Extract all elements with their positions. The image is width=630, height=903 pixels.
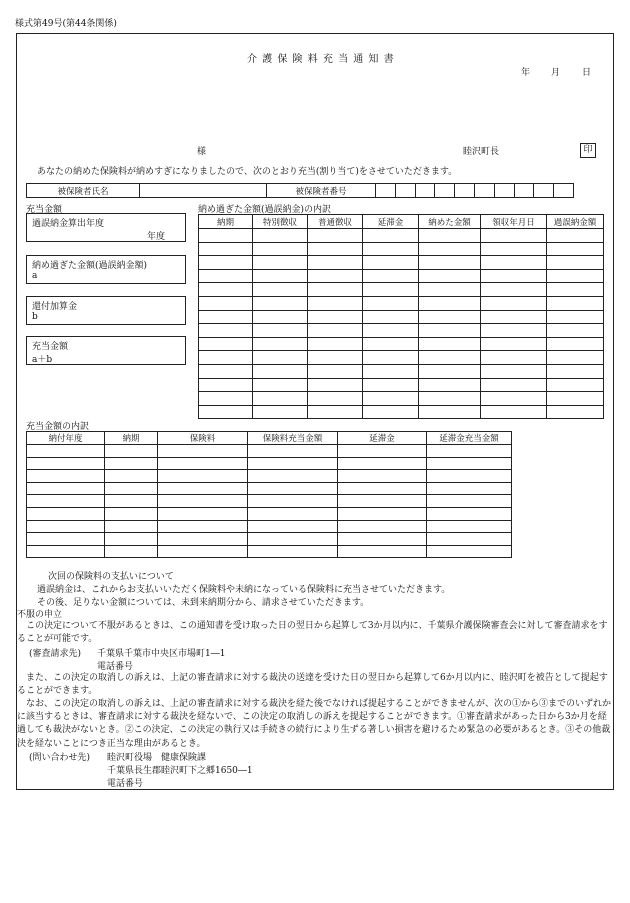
table-cell[interactable] <box>419 269 481 283</box>
table-row <box>27 545 512 558</box>
table-cell[interactable] <box>253 283 308 297</box>
table-cell[interactable] <box>27 545 105 558</box>
table-cell[interactable] <box>363 405 419 419</box>
table-cell[interactable] <box>199 364 253 378</box>
table-cell[interactable] <box>308 256 363 270</box>
table-cell[interactable] <box>199 392 253 406</box>
table-cell[interactable] <box>547 337 604 351</box>
table-cell[interactable] <box>248 545 338 558</box>
col-header: 納付年度 <box>27 432 105 445</box>
number-digit[interactable] <box>455 184 475 198</box>
date-day: 日 <box>582 68 592 78</box>
table-cell[interactable] <box>253 242 308 256</box>
table-cell[interactable] <box>308 405 363 419</box>
table-cell[interactable] <box>158 495 248 508</box>
table-cell[interactable] <box>427 457 512 470</box>
table-cell[interactable] <box>547 296 604 310</box>
table-cell[interactable] <box>547 378 604 392</box>
table-cell[interactable] <box>253 269 308 283</box>
table-cell[interactable] <box>308 351 363 365</box>
col-header: 納期 <box>105 432 158 445</box>
table-cell[interactable] <box>338 457 427 470</box>
contact-label: (問い合わせ先) <box>29 753 91 763</box>
table-cell[interactable] <box>105 520 158 533</box>
table-cell[interactable] <box>481 324 547 338</box>
table-cell[interactable] <box>427 520 512 533</box>
col-header: 納期 <box>199 215 253 229</box>
table-row <box>27 470 512 483</box>
table-cell[interactable] <box>481 337 547 351</box>
table-cell[interactable] <box>248 482 338 495</box>
overpaid-amount-label: 納め過ぎた金額(過誤納金額) <box>32 261 148 271</box>
table-cell[interactable] <box>363 324 419 338</box>
table-row <box>199 269 604 283</box>
table-cell[interactable] <box>158 533 248 546</box>
table-cell[interactable] <box>27 533 105 546</box>
table-cell[interactable] <box>338 482 427 495</box>
recipient-suffix: 様 <box>197 147 207 157</box>
table-cell[interactable] <box>253 337 308 351</box>
table-cell[interactable] <box>105 482 158 495</box>
table-cell[interactable] <box>105 470 158 483</box>
table-cell[interactable] <box>27 445 105 458</box>
col-header: 領収年月日 <box>481 215 547 229</box>
table-cell[interactable] <box>248 495 338 508</box>
table-cell[interactable] <box>427 507 512 520</box>
table-cell[interactable] <box>199 283 253 297</box>
table-row <box>27 507 512 520</box>
table-cell[interactable] <box>27 470 105 483</box>
number-digit[interactable] <box>474 184 494 198</box>
insured-info-row <box>26 183 574 198</box>
next-payment-text-1: 過誤納金は、これからお支払いいただく保険料や未納になっている保険料に充当させていただきます。 <box>37 585 451 595</box>
objection-heading: 不服の申立 <box>17 610 63 620</box>
table-cell[interactable] <box>419 378 481 392</box>
allocation-total-label: 充当金額 <box>32 342 69 352</box>
table-cell[interactable] <box>419 337 481 351</box>
table-cell[interactable] <box>158 470 248 483</box>
table-cell[interactable] <box>481 405 547 419</box>
table-cell[interactable] <box>248 457 338 470</box>
table-row <box>199 324 604 338</box>
table-cell[interactable] <box>419 310 481 324</box>
table-cell[interactable] <box>199 256 253 270</box>
table-cell[interactable] <box>338 545 427 558</box>
document-title: 介 護 保 険 料 充 当 通 知 書 <box>247 54 395 65</box>
number-digit[interactable] <box>514 184 534 198</box>
allocation-table-heading: 充当金額の内訳 <box>26 422 90 432</box>
table-cell[interactable] <box>253 378 308 392</box>
table-cell[interactable] <box>547 242 604 256</box>
table-cell[interactable] <box>363 337 419 351</box>
table-cell[interactable] <box>481 296 547 310</box>
allocation-amount-heading: 充当金額 <box>26 205 63 215</box>
table-cell[interactable] <box>253 364 308 378</box>
table-cell[interactable] <box>481 256 547 270</box>
table-cell[interactable] <box>199 351 253 365</box>
table-cell[interactable] <box>363 256 419 270</box>
table-row <box>199 283 604 297</box>
next-payment-heading: 次回の保険料の支払いについて <box>48 572 174 582</box>
table-cell[interactable] <box>248 445 338 458</box>
table-cell[interactable] <box>363 283 419 297</box>
table-row <box>27 457 512 470</box>
table-cell[interactable] <box>481 378 547 392</box>
table-cell[interactable] <box>253 310 308 324</box>
number-digit[interactable] <box>415 184 435 198</box>
table-cell[interactable] <box>427 482 512 495</box>
table-cell[interactable] <box>547 405 604 419</box>
table-cell[interactable] <box>27 520 105 533</box>
table-cell[interactable] <box>158 445 248 458</box>
table-row <box>199 337 604 351</box>
table-cell[interactable] <box>199 310 253 324</box>
table-cell[interactable] <box>253 405 308 419</box>
table-cell[interactable] <box>199 378 253 392</box>
issuer-name: 睦沢町長 <box>463 147 500 157</box>
number-digit[interactable] <box>554 184 574 198</box>
contact-address: 千葉県長生郡睦沢町下之郷1650―1 <box>107 766 253 776</box>
table-cell[interactable] <box>338 520 427 533</box>
overpay-breakdown-table <box>198 214 604 419</box>
table-row <box>199 351 604 365</box>
allocation-total-box[interactable] <box>26 336 186 365</box>
request-dest-phone-label: 電話番号 <box>97 662 134 672</box>
table-cell[interactable] <box>248 470 338 483</box>
table-cell[interactable] <box>105 507 158 520</box>
table-cell[interactable] <box>338 495 427 508</box>
table-cell[interactable] <box>547 324 604 338</box>
table-cell[interactable] <box>308 378 363 392</box>
table-cell[interactable] <box>481 283 547 297</box>
table-cell[interactable] <box>308 310 363 324</box>
table-cell[interactable] <box>199 337 253 351</box>
table-row <box>199 310 604 324</box>
table-cell[interactable] <box>419 324 481 338</box>
number-digit[interactable] <box>534 184 554 198</box>
table-row <box>199 364 604 378</box>
table-cell[interactable] <box>27 495 105 508</box>
table-cell[interactable] <box>419 364 481 378</box>
refund-addition-label: 還付加算金 <box>32 302 78 312</box>
table-cell[interactable] <box>199 269 253 283</box>
table-cell[interactable] <box>253 296 308 310</box>
table-cell[interactable] <box>363 242 419 256</box>
intro-text: あなたの納めた保険料が納めすぎになりましたので、次のとおり充当(割り当て)をさせていただきます。 <box>37 167 458 177</box>
table-cell[interactable] <box>481 310 547 324</box>
table-cell[interactable] <box>248 507 338 520</box>
table-cell[interactable] <box>199 229 253 243</box>
col-header: 延滞金充当金額 <box>427 432 512 445</box>
objection-text-2: また、この決定の取消しの訴えは、上記の審査請求に対する裁決の送達を受けた日の翌日から起算して6か月以内に、睦沢町を被告として提起することができます。 <box>17 673 608 697</box>
table-cell[interactable] <box>419 242 481 256</box>
table-cell[interactable] <box>308 283 363 297</box>
table-cell[interactable] <box>363 351 419 365</box>
table-cell[interactable] <box>547 283 604 297</box>
date-month: 月 <box>551 68 561 78</box>
allocation-total-formula: a＋b <box>32 355 53 365</box>
table-row <box>199 256 604 270</box>
table-cell[interactable] <box>253 229 308 243</box>
table-cell[interactable] <box>363 269 419 283</box>
table-cell[interactable] <box>547 256 604 270</box>
table-cell[interactable] <box>481 242 547 256</box>
table-cell[interactable] <box>427 445 512 458</box>
contact-office: 睦沢町役場 健康保険課 <box>107 753 207 763</box>
table-cell[interactable] <box>308 269 363 283</box>
table-cell[interactable] <box>419 229 481 243</box>
table-cell[interactable] <box>547 229 604 243</box>
table-cell[interactable] <box>253 256 308 270</box>
calc-year-label: 過誤納金算出年度 <box>32 219 105 229</box>
table-cell[interactable] <box>308 242 363 256</box>
table-cell[interactable] <box>158 457 248 470</box>
table-cell[interactable] <box>27 507 105 520</box>
table-cell[interactable] <box>363 364 419 378</box>
table-cell[interactable] <box>547 269 604 283</box>
col-header: 特別徴収 <box>253 215 308 229</box>
col-header: 過誤納金額 <box>547 215 604 229</box>
calc-year-box[interactable] <box>26 213 186 242</box>
table-cell[interactable] <box>481 351 547 365</box>
col-header: 納めた金額 <box>419 215 481 229</box>
table-cell[interactable] <box>547 392 604 406</box>
table-cell[interactable] <box>481 269 547 283</box>
table-cell[interactable] <box>363 378 419 392</box>
table-cell[interactable] <box>419 351 481 365</box>
table-cell[interactable] <box>105 457 158 470</box>
seal-stamp: 印 <box>580 143 596 158</box>
table-cell[interactable] <box>248 520 338 533</box>
table-row <box>199 296 604 310</box>
table-cell[interactable] <box>308 392 363 406</box>
refund-addition-symbol: b <box>32 312 38 322</box>
allocation-breakdown-table <box>26 431 512 558</box>
objection-text-1: この決定について不服があるときは、この通知書を受け取った日の翌日から起算して3か月以内に、千葉県介護保険審査会に対して審査請求をすることが可能です。 <box>17 621 608 645</box>
table-cell[interactable] <box>105 533 158 546</box>
table-cell[interactable] <box>27 482 105 495</box>
calc-year-unit: 年度 <box>147 232 166 242</box>
table-row <box>27 482 512 495</box>
table-cell[interactable] <box>199 405 253 419</box>
date-year: 年 <box>521 68 531 78</box>
table-cell[interactable] <box>308 337 363 351</box>
overpaid-amount-symbol: a <box>32 271 38 281</box>
number-digit[interactable] <box>376 184 396 198</box>
table-cell[interactable] <box>363 296 419 310</box>
table-cell[interactable] <box>547 351 604 365</box>
table-cell[interactable] <box>199 324 253 338</box>
table-cell[interactable] <box>158 520 248 533</box>
table-row <box>27 445 512 458</box>
table-cell[interactable] <box>419 296 481 310</box>
table-cell[interactable] <box>199 242 253 256</box>
table-row <box>27 520 512 533</box>
overpaid-amount-box[interactable] <box>26 255 186 284</box>
table-cell[interactable] <box>427 470 512 483</box>
request-dest-address: 千葉県千葉市中央区市場町1―1 <box>97 649 226 659</box>
col-header: 延滞金 <box>363 215 419 229</box>
table-cell[interactable] <box>338 470 427 483</box>
table-cell[interactable] <box>308 229 363 243</box>
number-digit[interactable] <box>435 184 455 198</box>
table-cell[interactable] <box>338 533 427 546</box>
table-cell[interactable] <box>253 351 308 365</box>
table-row <box>199 405 604 419</box>
table-cell[interactable] <box>308 324 363 338</box>
number-digit[interactable] <box>494 184 514 198</box>
objection-text-3: なお、この決定の取消しの訴えは、上記の審査請求に対する裁決を経た後でなければ提起することができませんが、次の①から③までのいずれかに該当するときは、審査請求に対する裁決を経ないで、この決定の取消しの訴えを提起することができます。①審査請求があった日から3か月を経過しても裁決がないとき。②この決定、この決定の執行又は手続きの続行により生ずる著しい損害を避けるため緊急の必要があるとき。③その他裁決を経ないことにつき正当な理由があるとき。 <box>17 699 612 749</box>
table-cell[interactable] <box>253 392 308 406</box>
col-header: 保険料 <box>158 432 248 445</box>
table-cell[interactable] <box>363 392 419 406</box>
table-cell[interactable] <box>427 495 512 508</box>
table-cell[interactable] <box>338 507 427 520</box>
table-cell[interactable] <box>419 283 481 297</box>
form-number: 様式第49号(第44条関係) <box>15 19 117 29</box>
table-cell[interactable] <box>105 545 158 558</box>
table-cell[interactable] <box>481 392 547 406</box>
col-header: 普通徴収 <box>308 215 363 229</box>
overpay-table-heading: 納め過ぎた金額(過誤納金)の内訳 <box>198 205 332 215</box>
table-cell[interactable] <box>481 364 547 378</box>
table-cell[interactable] <box>547 310 604 324</box>
col-header: 保険料充当金額 <box>248 432 338 445</box>
table-cell[interactable] <box>308 364 363 378</box>
table-cell[interactable] <box>158 482 248 495</box>
table-cell[interactable] <box>419 405 481 419</box>
table-row <box>27 495 512 508</box>
table-cell[interactable] <box>481 229 547 243</box>
table-cell[interactable] <box>105 445 158 458</box>
insured-name-label: 被保険者氏名 <box>27 184 140 198</box>
col-header: 延滞金 <box>338 432 427 445</box>
table-row <box>199 392 604 406</box>
table-cell[interactable] <box>363 229 419 243</box>
table-cell[interactable] <box>308 296 363 310</box>
table-row <box>199 229 604 243</box>
table-cell[interactable] <box>427 533 512 546</box>
insured-number-label: 被保険者番号 <box>267 184 376 198</box>
table-cell[interactable] <box>158 545 248 558</box>
table-row <box>199 242 604 256</box>
number-digit[interactable] <box>395 184 415 198</box>
table-row <box>27 533 512 546</box>
refund-addition-box[interactable] <box>26 296 186 325</box>
table-cell[interactable] <box>363 310 419 324</box>
contact-phone-label: 電話番号 <box>107 779 144 789</box>
table-cell[interactable] <box>253 324 308 338</box>
table-cell[interactable] <box>248 533 338 546</box>
table-cell[interactable] <box>547 364 604 378</box>
table-cell[interactable] <box>419 256 481 270</box>
table-cell[interactable] <box>27 457 105 470</box>
insured-name-field[interactable] <box>140 184 267 198</box>
request-dest-label: (審査請求先) <box>29 649 82 659</box>
table-cell[interactable] <box>338 445 427 458</box>
table-row <box>199 378 604 392</box>
next-payment-text-2: その後、足りない金額については、未到来納期分から、請求させていただきます。 <box>37 598 370 608</box>
table-cell[interactable] <box>158 507 248 520</box>
table-cell[interactable] <box>199 296 253 310</box>
table-cell[interactable] <box>105 495 158 508</box>
table-cell[interactable] <box>419 392 481 406</box>
table-cell[interactable] <box>427 545 512 558</box>
